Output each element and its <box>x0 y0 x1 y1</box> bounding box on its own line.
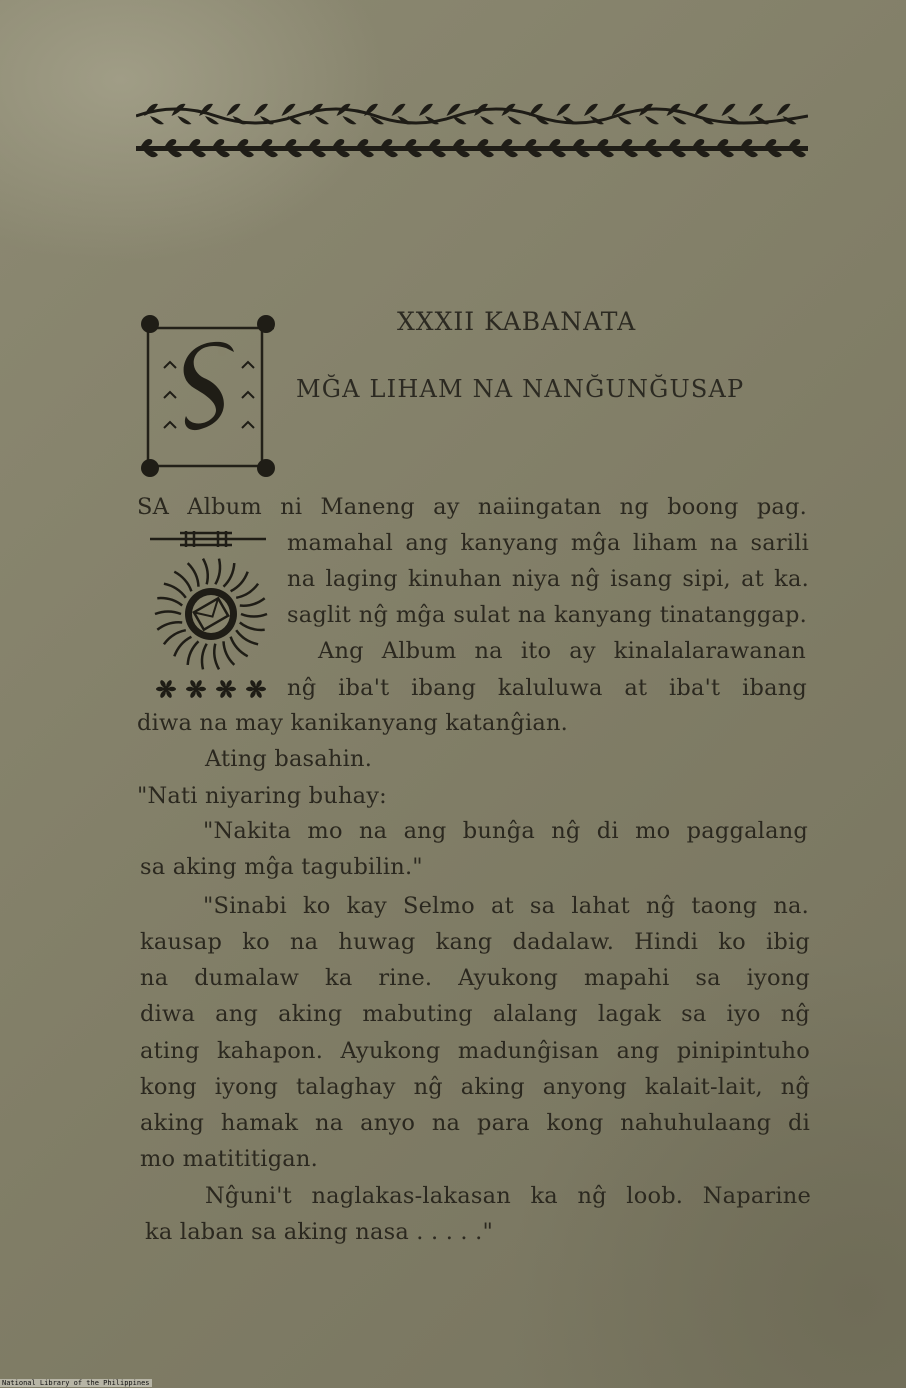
text-line: sa aking mĝa tagubilin." <box>140 854 423 880</box>
sun-envelope-icon <box>150 555 272 673</box>
text-line: kong iyong talaghay nĝ aking anyong kalait-lait, nĝ <box>140 1074 810 1100</box>
vine-border-ornament <box>136 96 808 130</box>
text-line: diwa ang aking mabuting alalang lagak sa iyo nĝ <box>140 1001 810 1027</box>
chapter-subtitle: MĞA LIHAM NA NANĞUNĞUSAP <box>296 375 745 403</box>
library-credit: National Library of the Philippines <box>2 1379 150 1387</box>
text-line: na laging kinuhan niya nĝ isang sipi, at ka. <box>287 566 809 592</box>
text-line: ka laban sa aking nasa . . . . ." <box>145 1219 494 1245</box>
rule-ornament <box>150 528 266 550</box>
text-line: saglit nĝ mĝa sulat na kanyang tinatanggap. <box>287 602 807 628</box>
flower-row-ornament <box>152 676 270 702</box>
text-line: na dumalaw ka rine. Ayukong mapahi sa iyong <box>140 965 810 991</box>
text-line: "Nati niyaring buhay: <box>137 783 387 809</box>
text-line: mamahal ang kanyang mĝa liham na sarili <box>287 530 809 556</box>
text-line: Ang Album na ito ay kinalalarawanan <box>318 638 806 664</box>
text-line: mo matititigan. <box>140 1146 318 1172</box>
leaf-border-ornament <box>136 134 808 164</box>
text-line: SA Album ni Maneng ay naiingatan ng boong pag. <box>137 494 807 520</box>
text-line: Nĝuni't naglakas-lakasan ka nĝ loob. Naparine <box>205 1183 811 1209</box>
text-line: aking hamak na anyo na para kong nahuhulaang di <box>140 1110 810 1136</box>
text-line: nĝ iba't ibang kaluluwa at iba't ibang <box>287 675 807 701</box>
text-line: "Nakita mo na ang bunĝa nĝ di mo paggalang <box>203 818 808 844</box>
text-line: "Sinabi ko kay Selmo at sa lahat nĝ taong na. <box>203 893 809 919</box>
chapter-title: XXXII KABANATA <box>397 307 637 336</box>
dropcap-dragon-ornament <box>134 308 282 480</box>
text-line: diwa na may kanikanyang katanĝian. <box>137 710 568 736</box>
text-line: ating kahapon. Ayukong madunĝisan ang pinipintuho <box>140 1038 810 1064</box>
text-line: kausap ko na huwag kang dadalaw. Hindi ko ibig <box>140 929 810 955</box>
text-line: Ating basahin. <box>205 746 373 772</box>
